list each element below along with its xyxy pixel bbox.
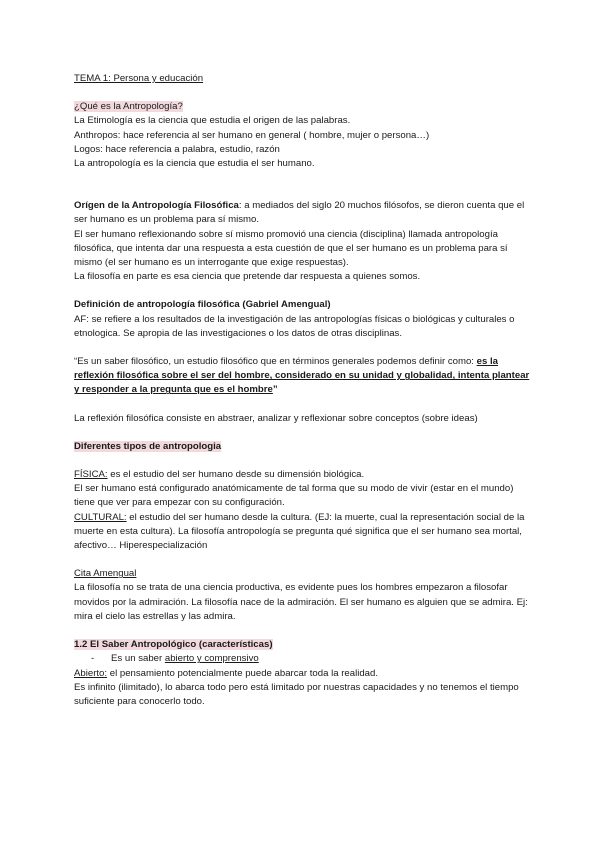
definicion-text: AF: se refiere a los resultados de la investigación de las antropologías físicas o biológicas y culturales o etnologica. Se apropia de las investigaciones o los datos de otras disciplinas. [74,313,515,339]
anthropos-line: Anthropos: hace referencia al ser humano en general ( hombre, mujer o persona…) [74,129,430,141]
abierto-text: el pensamiento potencialmente puede abarcar toda la realidad. [107,667,379,679]
cita-text: La filosofía no se trata de una ciencia productiva, es evidente pues los hombres empezaron a filosofar movidos por la admiración. La filosofía nace de la admiración. El ser humano es alguien que se admira. Ej: mira el cielo las estrellas y las admira. [74,582,528,622]
origen-paragraph-2: El ser humano reflexionando sobre sí mismo promovió una ciencia (disciplina) llamada antropología filosófica, que intenta dar una respuesta a esta cuestión de que el ser humano es un problema para sí mismo (el ser humano es un interrogante que exige respuestas). [74,228,508,269]
cita-heading-text: Cita Amengual [74,568,137,580]
antropologia-definition-line: La antropología es la ciencia que estudia el ser humano. [74,158,315,170]
fisica-paragraph [74,468,530,482]
bullet-dash: - [91,653,95,665]
quote-bold: es la reflexión filosófica sobre el ser del hombre, considerado en su unidad y globalidad, intenta plantear y responder a la pregunta que es el hombre [74,356,530,396]
reflexion-line: La reflexión filosófica consiste en abstraer, analizar y reflexionar sobre conceptos (sobre ideas) [74,412,478,424]
antropologia-heading [74,100,530,114]
quote-start: “Es un saber filosófico, un estudio filosófico que en términos generales podemos definir como: [74,356,477,368]
bullet-underlined: abierto y comprensivo [164,653,259,665]
bullet-text [111,652,259,666]
bullet-start: Es un saber [111,653,165,665]
logos-line: Logos: hace referencia a palabra, estudio, razón [74,143,280,155]
amengual-quote [74,355,530,398]
fisica-text: es el estudio del ser humano desde su dimensión biológica. [107,469,365,481]
etimologia-line: La Etimología es la ciencia que estudia el origen de las palabras. [74,115,351,127]
origen-text: : a mediados del siglo 20 muchos filósofos, se dieron cuenta que el ser humano es un problema para sí mismo. [74,200,525,226]
tipos-heading-text: Diferentes tipos de antropologia [74,440,222,452]
cultural-label: CULTURAL: [74,511,127,523]
fisica-label: FÍSICA: [74,469,108,481]
quote-end: ” [272,384,278,396]
document-content [74,72,530,709]
cultural-paragraph [74,511,530,554]
saber-heading [74,638,530,652]
antropologia-heading-text: ¿Qué es la Antropología? [74,101,183,113]
document-title [74,72,530,86]
abierto-label: Abierto: [74,667,108,679]
origen-paragraph-3: La filosofía en parte es esa ciencia que pretende dar respuesta a quienes somos. [74,271,421,283]
saber-bullet [74,652,530,666]
origen-paragraph [74,199,530,227]
fisica-paragraph-2: El ser humano está configurado anatómicamente de tal forma que su modo de vivir (estar en el mundo) tiene que ver para empezar con su configuración. [74,483,514,509]
tipos-heading [74,440,530,454]
title-text: TEMA 1: Persona y educación [74,73,204,84]
infinito-paragraph: Es infinito (ilimitado), lo abarca todo pero está limitado por nuestras capacidades y no tenemos el tiempo suficiente para conocerlo todo. [74,681,519,707]
definicion-heading: Definición de antropología filosófica (Gabriel Amengual) [74,299,331,311]
origen-heading: Orígen de la Antropología Filosófica [74,200,239,212]
saber-heading-text: 1.2 El Saber Antropológico (características) [74,639,273,651]
abierto-paragraph [74,667,530,681]
cultural-text: el estudio del ser humano desde la cultura. (EJ: la muerte, cual la representación social de la muerte en esta cultura). La filosofía antropología se pregunta qué significa que el ser humano sea mortal, afectivo… Hiperespecialización [74,511,525,552]
cita-heading [74,567,530,581]
